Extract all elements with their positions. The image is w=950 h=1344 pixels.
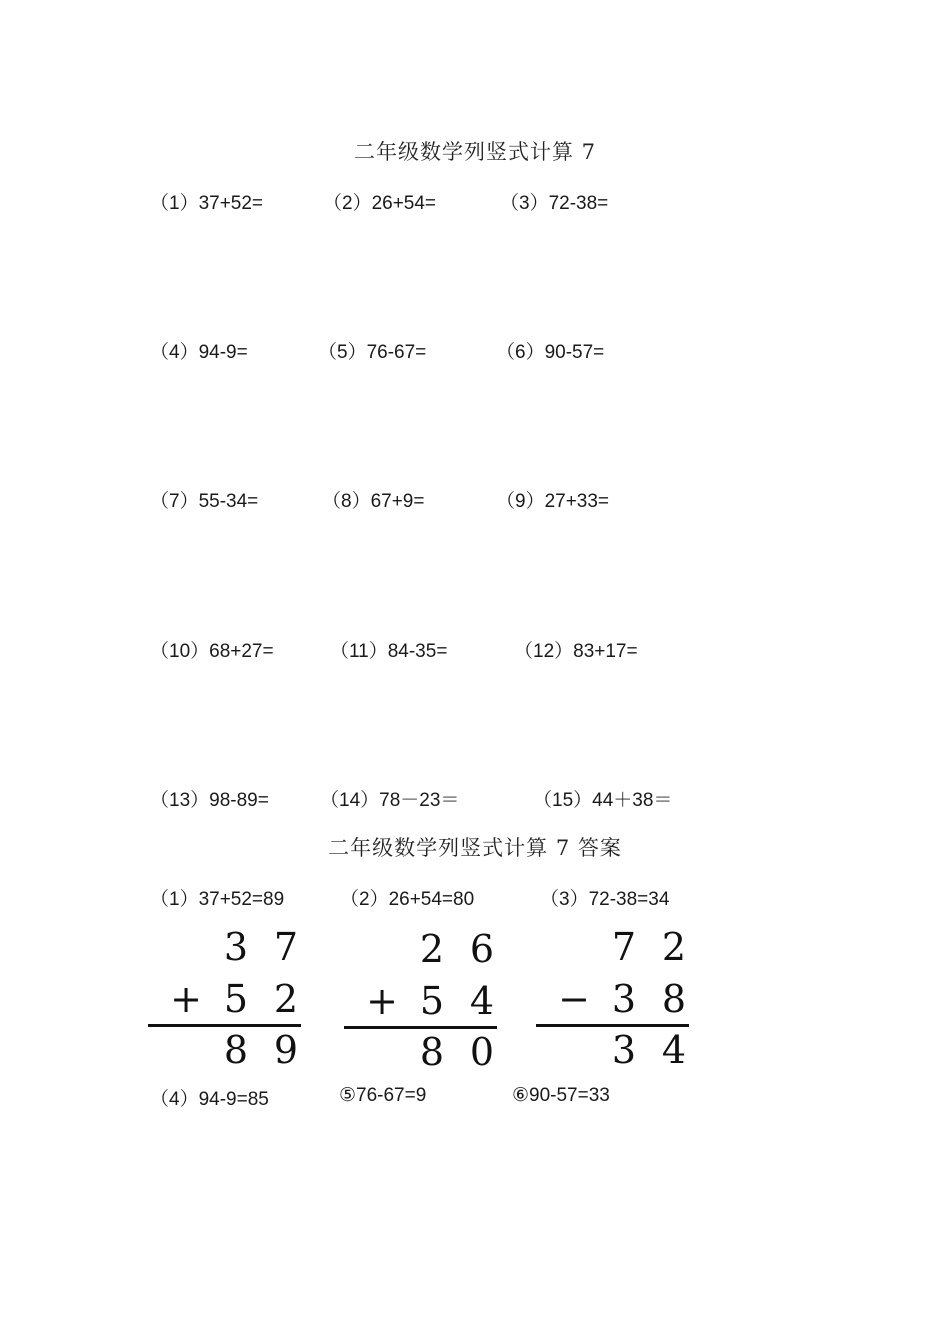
digit: 9 <box>273 1028 299 1072</box>
digit: 4 <box>661 1028 687 1072</box>
digit: 3 <box>611 1028 637 1072</box>
digit: 5 <box>223 977 249 1021</box>
answer-4: （4）94-9=85 <box>150 1089 269 1110</box>
digit: 3 <box>611 977 637 1021</box>
digit: 2 <box>661 925 687 969</box>
problem-4: （4）94-9= <box>150 342 248 363</box>
digit: 7 <box>273 925 299 969</box>
digit: 0 <box>469 1030 495 1074</box>
digit: 2 <box>273 977 299 1021</box>
answer-2: （2）26+54=80 <box>340 889 475 910</box>
digit: 3 <box>223 925 249 969</box>
problem-9: （9）27+33= <box>496 491 610 512</box>
problem-7: （7）55-34= <box>150 491 259 512</box>
vertical-calc-2 <box>344 927 499 1074</box>
digit: 8 <box>661 977 687 1021</box>
vertical-calc-1 <box>148 925 303 1072</box>
problem-12: （12）83+17= <box>514 641 638 662</box>
worksheet-title: 二年级数学列竖式计算 7 <box>353 140 597 164</box>
problem-8: （8）67+9= <box>322 491 425 512</box>
problem-10: （10）68+27= <box>150 641 274 662</box>
problem-5: （5）76-67= <box>318 342 427 363</box>
problem-11: （11）84-35= <box>330 641 448 662</box>
operator: + <box>170 977 202 1021</box>
answer-5: ⑤76-67=9 <box>339 1085 427 1106</box>
digit: 7 <box>611 925 637 969</box>
problem-3: （3）72-38= <box>500 193 609 214</box>
digit: 8 <box>419 1030 445 1074</box>
answer-6: ⑥90-57=33 <box>512 1085 610 1106</box>
vertical-calc-3 <box>536 925 691 1072</box>
answer-1: （1）37+52=89 <box>150 889 285 910</box>
answer-3: （3）72-38=34 <box>540 889 670 910</box>
operator: − <box>558 977 590 1021</box>
answers-title: 二年级数学列竖式计算 7 答案 <box>328 836 622 860</box>
digit: 6 <box>469 927 495 971</box>
problem-14: （14）78－23＝ <box>320 790 460 811</box>
digit: 4 <box>469 979 495 1023</box>
problem-15: （15）44＋38＝ <box>533 790 673 811</box>
digit: 5 <box>419 979 445 1023</box>
operator: + <box>366 979 398 1023</box>
problem-2: （2）26+54= <box>323 193 437 214</box>
problem-6: （6）90-57= <box>496 342 605 363</box>
digit: 2 <box>419 927 445 971</box>
problem-1: （1）37+52= <box>150 193 264 214</box>
digit: 8 <box>223 1028 249 1072</box>
problem-13: （13）98-89= <box>150 790 269 811</box>
